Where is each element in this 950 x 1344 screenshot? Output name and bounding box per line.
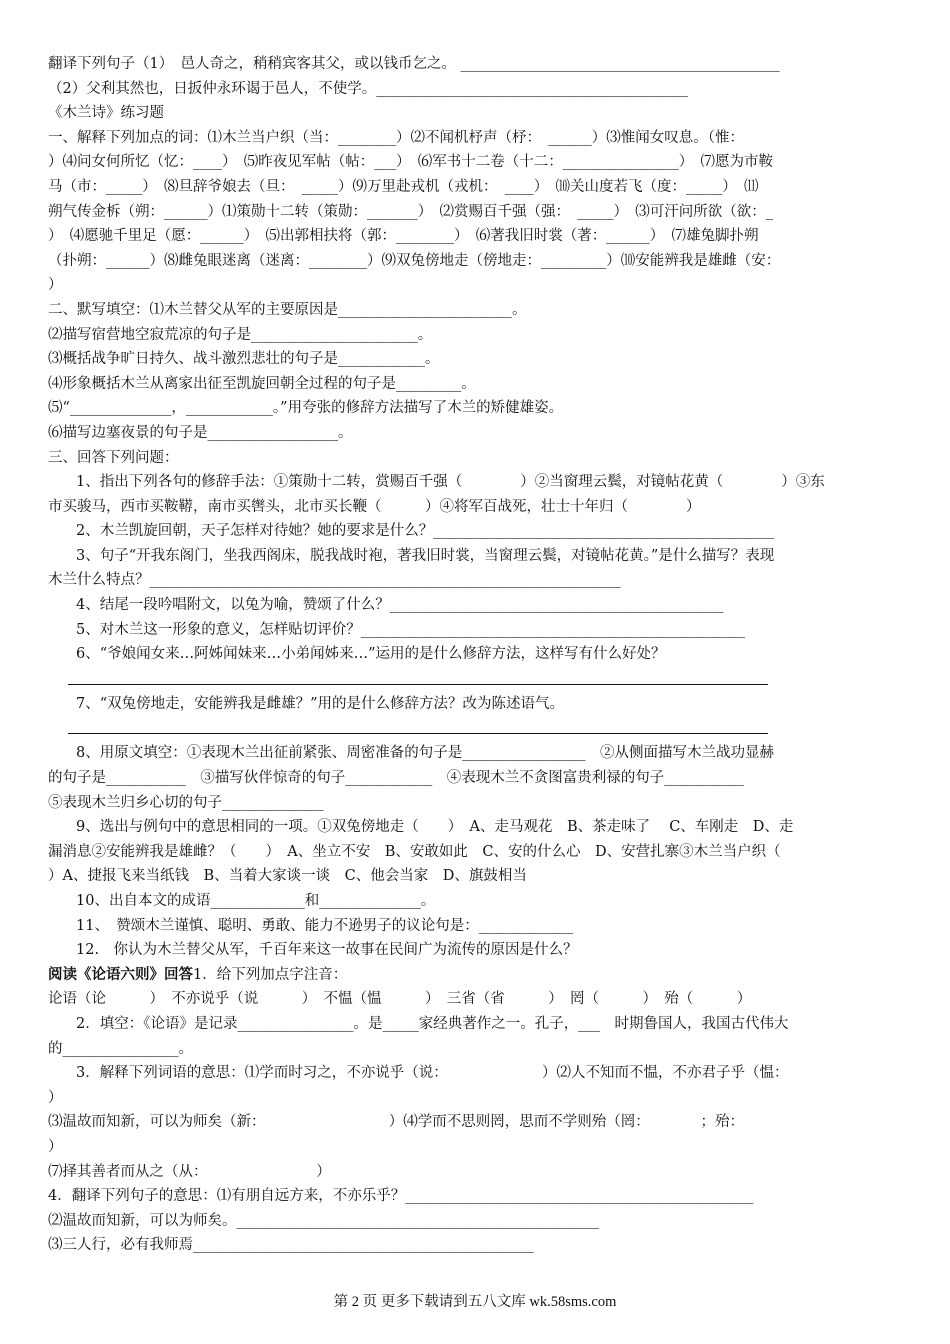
- fill-in-3: ⑶概括战争旷日持久、战斗激烈悲壮的句子是____________。: [48, 351, 440, 368]
- question-1-line-1: 1、指出下列各句的修辞手法：①策勋十二转，赏赐百千强（ ）②当窗理云鬓，对镜帖花黄（ ）③东: [76, 474, 825, 491]
- page-footer: 第 2 页 更多下载请到五八文库 wk.58sms.com: [333, 1294, 617, 1310]
- question-2: 2、木兰凯旋回朝，天子怎样对待她？她的要求是什么？_______________________________________________: [76, 523, 774, 540]
- answer-line-q6: [68, 667, 768, 685]
- vocab-line-2: ）⑷问女何所忆（忆：____） ⑸昨夜见军帖（帖：___） ⑹军书十二卷（十二：________________） ⑺愿为市鞍: [48, 154, 773, 171]
- question-1-line-2: 市买骏马，西市买鞍鞯，南市买辔头，北市买长鞭（ ）④将军百战死，壮士十年归（ ）: [48, 498, 701, 515]
- lunyu-q2-line-1: 2．填空：《论语》是记录________________。是_____家经典著作之一。孔子，___ 时期鲁国人，我国古代伟大: [76, 1015, 789, 1032]
- question-8-line-3: ⑤表现木兰归乡心切的句子______________: [48, 794, 324, 811]
- vocab-line-6: （扑朔：______）⑻雌兔眼迷离（迷离：________）⑼双兔傍地走（傍地走：_________）⑽安能辨我是雄雌（安：: [48, 252, 781, 269]
- fill-in-heading: 二、默写填空：⑴木兰替父从军的主要原因是________________________。: [48, 301, 527, 318]
- lunyu-q3-line-3: ⑶温故而知新，可以为师矣（新： ）⑷学而不思则罔，思而不学则殆（罔： ；殆：: [48, 1114, 744, 1131]
- lunyu-q4-line-3: ⑶三人行，必有我师焉_______________________________________________: [48, 1237, 534, 1254]
- lunyu-q3-line-2: ）: [48, 1089, 63, 1106]
- lunyu-q3-line-1: 3．解释下列词语的意思：⑴学而时习之，不亦说乎（说： ）⑵人不知而不愠，不亦君子乎（愠：: [76, 1065, 789, 1082]
- question-6: 6、“爷娘闻女来…阿姊闻妹来…小弟闻姊来…”运用的是什么修辞方法，这样写有什么好处？: [76, 646, 666, 663]
- answer-line-q7: [68, 716, 768, 734]
- question-9-line-2: 漏消息②安能辨我是雄雌？（ ） A、坐立不安 B、安敢如此 C、安的什么心 D、安营扎寨③木兰当户织（: [48, 843, 781, 860]
- fill-in-4: ⑷形象概括木兰从离家出征至凯旋回朝全过程的句子是_________。: [48, 375, 476, 392]
- lunyu-heading-line: [48, 963, 908, 988]
- question-5: 5、对木兰这一形象的意义，怎样贴切评价？_____________________________________________________: [76, 621, 745, 638]
- question-12: 12. 你认为木兰替父从军，千百年来这一故事在民间广为流传的原因是什么？: [76, 942, 578, 959]
- question-10: 10、出自本文的成语_____________和______________。: [76, 893, 436, 909]
- question-8-line-1: 8、用原文填空：①表现木兰出征前紧张、周密准备的句子是_________________ ②从侧面描写木兰战功显赫: [76, 745, 774, 762]
- question-8-line-2: 的句子是___________ ③描写伙伴惊奇的句子____________ ④表现木兰不贪图富贵利禄的句子___________: [48, 770, 744, 787]
- fill-in-2: ⑵描写宿营地空寂荒凉的句子是_______________________。: [48, 326, 433, 343]
- lunyu-q4-line-2: ⑵温故而知新，可以为师矣。__________________________________________________: [48, 1212, 599, 1229]
- lunyu-q3-line-5: ⑺择其善者而从之（从： ）: [48, 1163, 331, 1180]
- question-9-line-1: 9、选出与例句中的意思相同的一项。①双兔傍地走（ ） A、走马观花 B、茶走味了 C、车刚走 D、走: [76, 819, 794, 836]
- question-3-line-1: 3、句子“开我东阁门，坐我西阁床，脱我战时袍，著我旧时裳，当窗理云鬓，对镜帖花黄。”是什么描写？表现: [76, 547, 775, 564]
- question-3-line-2: 木兰什么特点？_________________________________________________________________: [48, 572, 621, 589]
- question-7: 7、“双兔傍地走，安能辨我是雌雄？”用的是什么修辞方法？改为陈述语气。: [76, 695, 565, 712]
- vocab-line-1: 一、解释下列加点的词：⑴木兰当户织（当：________）⑵不闻机杼声（杼： ______）⑶惟闻女叹息。（惟：: [48, 129, 744, 146]
- translate-question-1: 翻译下列句子（1） 邑人奇之，稍稍宾客其父，或以钱币乞之。 ____________________________________________: [48, 56, 780, 72]
- vocab-line-3: 马（市：_____） ⑻旦辞爷娘去（旦： _____）⑼万里赴戎机（戎机： ____） ⑽关山度若飞（度：_____） ⑾: [48, 178, 759, 195]
- answer-heading: 三、回答下列问题：: [48, 449, 179, 466]
- lunyu-q3-line-4: ）: [48, 1138, 63, 1155]
- question-9-line-3: ）A、捷报飞来当纸钱 B、当着大家谈一谈 C、他会当家 D、旗鼓相当: [48, 868, 527, 885]
- vocab-line-5: ） ⑷愿驰千里足（愿：______） ⑸出郭相扶将（郭：________） ⑹著我旧时裳（著：______） ⑺雄兔脚扑朔: [48, 228, 759, 245]
- worksheet-page: [48, 52, 908, 1258]
- vocab-line-4: 朔气传金柝（朔：______）⑴策勋十二转（策勋：_______） ⑵赏赐百千强（强： _____） ⑶可汗问所欲（欲：_: [48, 203, 773, 220]
- lunyu-pinyin-items: 论语（论 ） 不亦说乎（说 ） 不愠（愠 ） 三省（省 ） 罔（ ） 殆（ ）: [48, 991, 752, 1008]
- fill-in-5: ⑸“______________，____________。”用夸张的修辞方法描写了木兰的矫健雄姿。: [48, 400, 564, 417]
- question-4: 4、结尾一段吟唱附文，以兔为喻，赞颂了什么？______________________________________________: [76, 597, 724, 614]
- vocab-line-7: ）: [48, 277, 63, 294]
- lunyu-q1-title: 1．给下列加点字注音：: [193, 966, 348, 983]
- fill-in-6: ⑹描写边塞夜景的句子是__________________。: [48, 424, 353, 441]
- translate-question-2: （2）父利其然也，日扳仲永环谒于邑人，不使学。___________________________________________: [48, 80, 688, 97]
- lunyu-q4-line-1: 4．翻译下列句子的意思：⑴有朋自远方来，不亦乐乎？________________________________________________: [48, 1188, 754, 1205]
- question-11: 11、 赞颂木兰谨慎、聪明、勇敢、能力不逊男子的议论句是：_____________: [76, 917, 573, 934]
- lunyu-q2-line-2: 的________________。: [48, 1040, 193, 1057]
- lunyu-heading: 阅读《论语六则》回答: [48, 965, 193, 983]
- section-title-mulan: 《木兰诗》练习题: [48, 105, 164, 122]
